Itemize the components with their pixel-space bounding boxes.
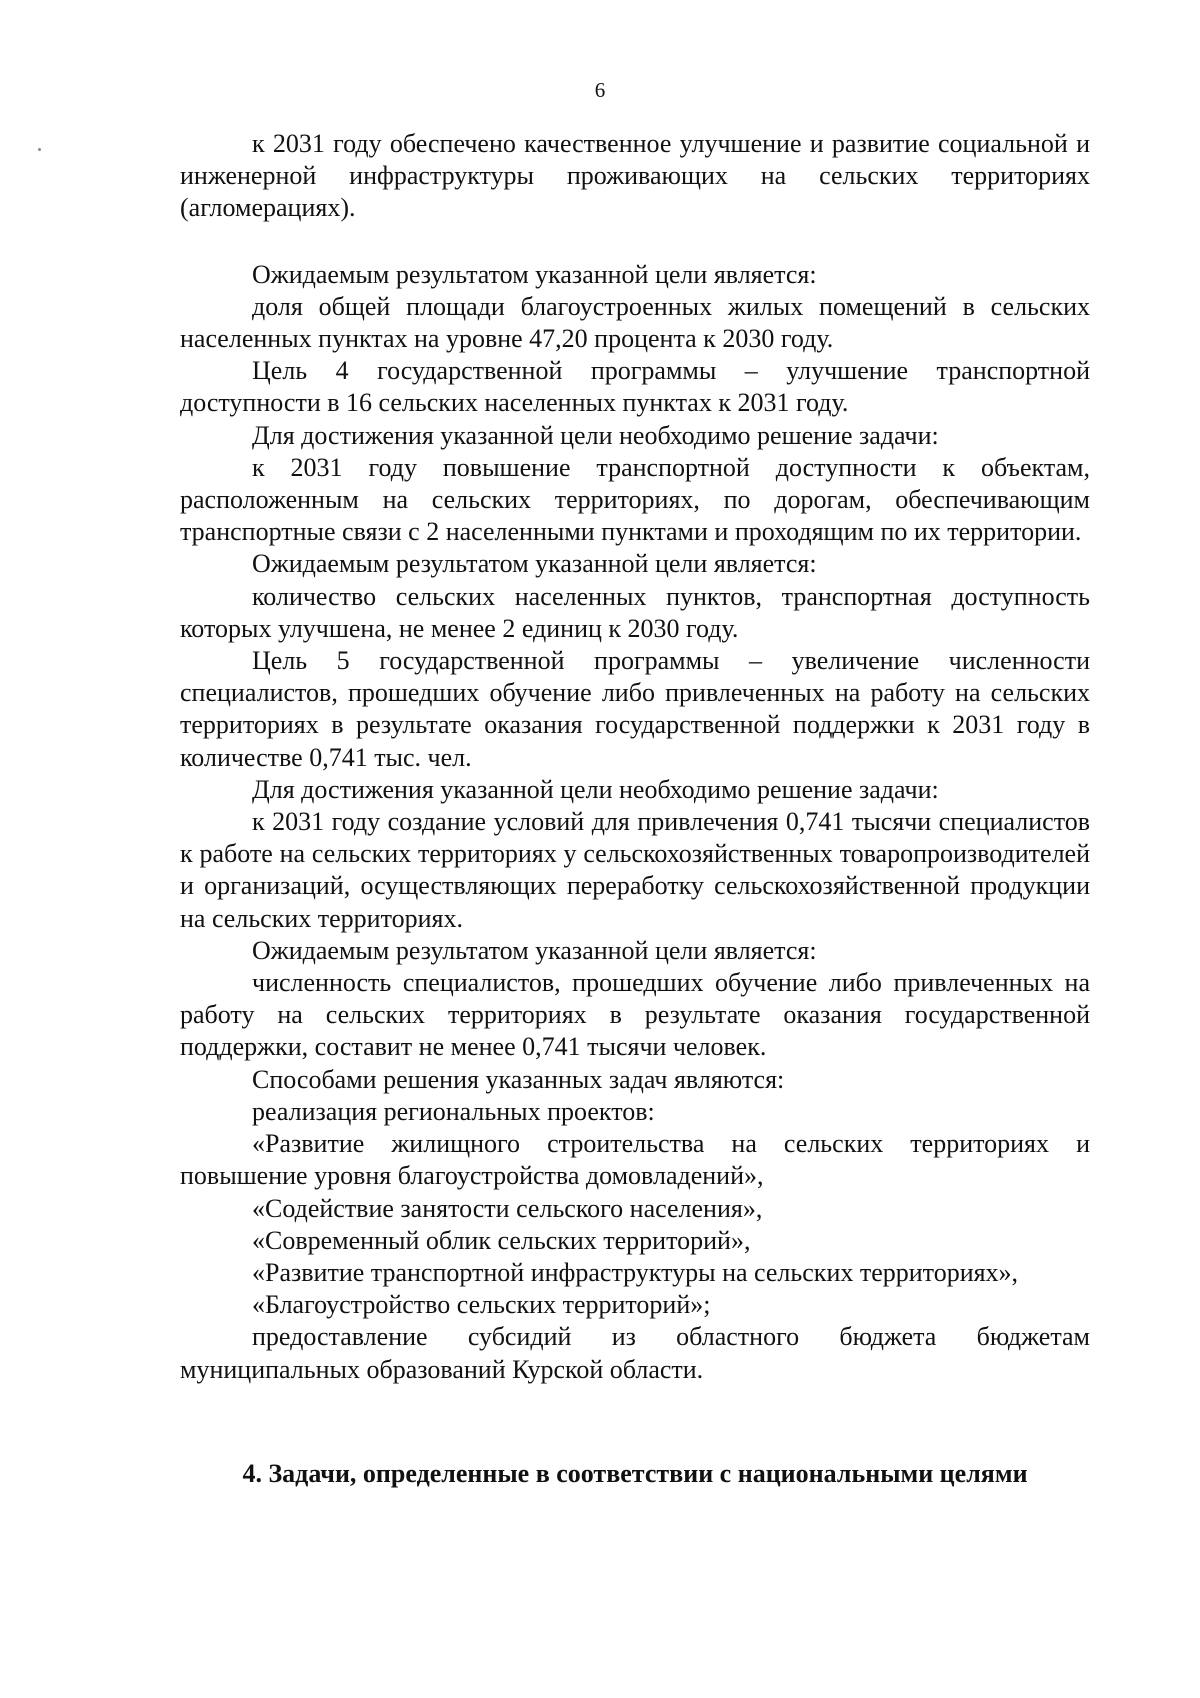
- paragraph: «Развитие жилищного строительства на сельских территориях и повышение уровня благоустройства домовладений»,: [180, 1129, 1090, 1191]
- paragraph: Цель 4 государственной программы – улучшение транспортной доступности в 16 сельских населенных пунктах к 2031 году.: [180, 356, 1090, 418]
- page-number: 6: [594, 78, 606, 102]
- paragraph: Ожидаемым результатом указанной цели является:: [252, 259, 817, 289]
- paragraph: численность специалистов, прошедших обучение либо привлеченных на работу на сельских территориях в результате оказания государственной поддержки, составит не менее 0,741 тысячи человек.: [180, 968, 1090, 1062]
- paragraph: Ожидаемым результатом указанной цели является:: [252, 935, 817, 965]
- paragraph: реализация региональных проектов:: [252, 1096, 655, 1126]
- paragraph: Способами решения указанных задач являются:: [252, 1064, 785, 1094]
- paragraph: Цель 5 государственной программы – увеличение численности специалистов, прошедших обучение либо привлеченных на работу на сельских территориях в результате оказания государственной поддержки к 2031 году в количестве 0,741 тыс. чел.: [180, 646, 1090, 772]
- paragraph: к 2031 году обеспечено качественное улучшение и развитие социальной и инженерной инфраструктуры проживающих на сельских территориях (агломерациях).: [180, 129, 1090, 223]
- paragraph: «Благоустройство сельских территорий»;: [252, 1290, 711, 1320]
- paragraph: «Развитие транспортной инфраструктуры на сельских территориях»,: [252, 1257, 1019, 1287]
- paragraph: Ожидаемым результатом указанной цели является:: [252, 549, 817, 579]
- paragraph: к 2031 году создание условий для привлечения 0,741 тысячи специалистов к работе на сельских территориях у сельскохозяйственных товаропроизводителей и организаций, осуществляющих переработку сельскохозяйственной продукции на сельских территориях.: [180, 807, 1090, 933]
- paragraph: количество сельских населенных пунктов, транспортная доступность которых улучшена, не менее 2 единиц к 2030 году.: [180, 581, 1090, 643]
- body-text: [180, 128, 1090, 1386]
- paragraph: Для достижения указанной цели необходимо решение задачи:: [252, 774, 939, 804]
- paragraph: «Содействие занятости сельского населения»,: [252, 1193, 763, 1223]
- scan-speck: [38, 148, 41, 151]
- paragraph: доля общей площади благоустроенных жилых помещений в сельских населенных пунктах на уровне 47,20 процента к 2030 году.: [180, 291, 1090, 354]
- paragraph: «Современный облик сельских территорий»,: [252, 1225, 751, 1255]
- paragraph: к 2031 году повышение транспортной доступности к объектам, расположенным на сельских территориях, по дорогам, обеспечивающим транспортные связи с 2 населенными пунктами и проходящим по их территории.: [180, 452, 1090, 547]
- paragraph: предоставление субсидий из областного бюджета бюджетам муниципальных образований Курской области.: [180, 1322, 1090, 1384]
- paragraph: Для достижения указанной цели необходимо решение задачи:: [252, 420, 939, 450]
- section-heading: 4. Задачи, определенные в соответствии с национальными целями: [242, 1459, 1028, 1488]
